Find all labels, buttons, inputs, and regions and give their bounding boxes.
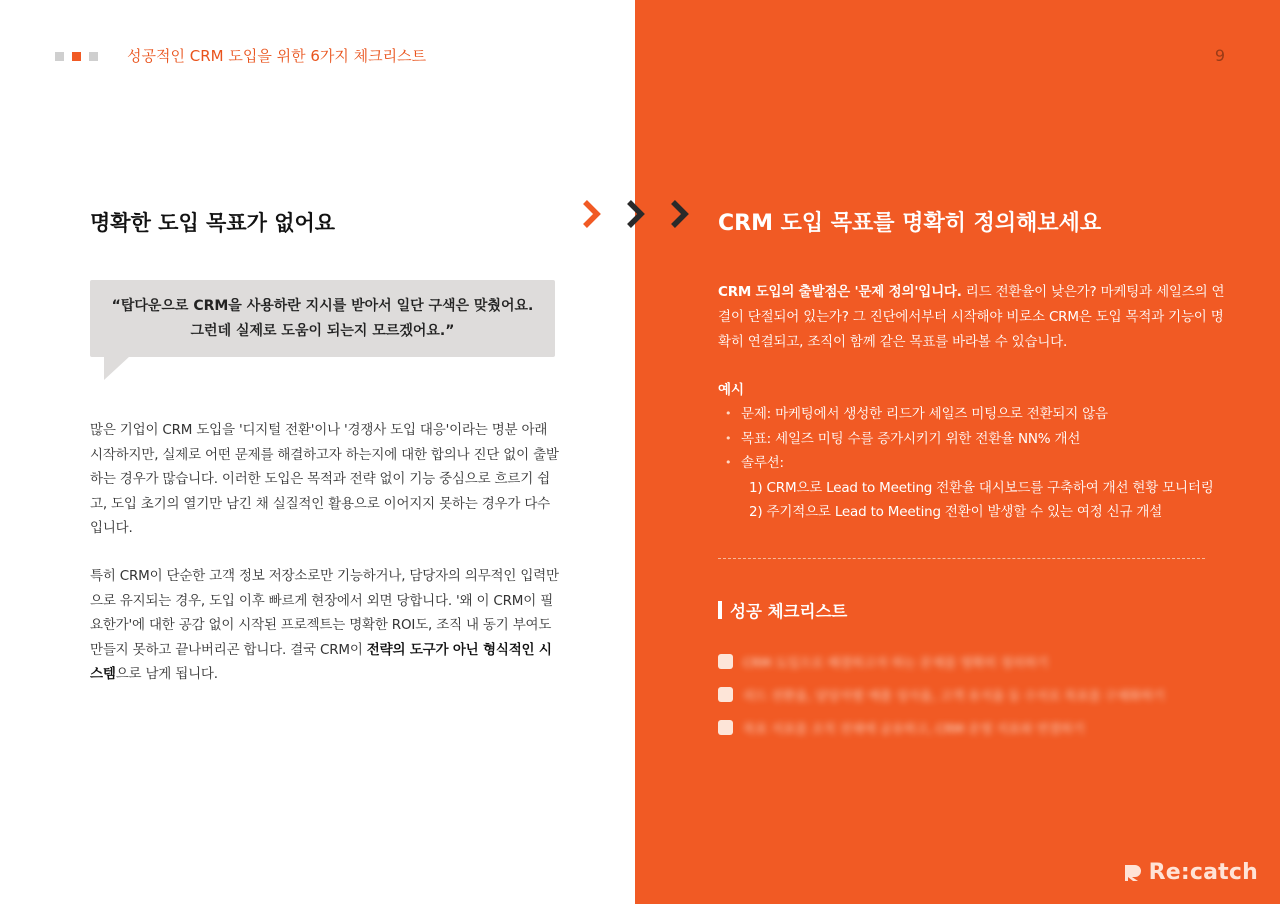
checkbox[interactable] (718, 720, 733, 735)
left-heading: 명확한 도입 목표가 없어요 (90, 211, 336, 235)
chevron-right-icon (585, 202, 597, 226)
quote-bubble (90, 280, 555, 357)
checklist-title (718, 598, 847, 622)
example-text: 문제: 마케팅에서 생성한 리드가 세일즈 미팅으로 전환되지 않음 (741, 406, 1108, 422)
checklist (718, 645, 1165, 744)
chevron-arrows (578, 198, 693, 232)
bullet-icon: • (725, 456, 732, 469)
quote-line-1: “탑다운으로 CRM을 사용하란 지시를 받아서 일단 구색은 맞췄어요. (111, 297, 534, 314)
body-paragraph-1: 많은 기업이 CRM 도입을 '디지털 전환'이나 '경쟁사 도입 대응'이라는 명분 아래 시작하지만, 실제로 어떤 문제를 해결하고자 하는지에 대한 합의나 진단 없이 출발하는 경우가 많습니다. 이러한 도입은 목적과 전략 없이 기능 중심으로 흐르기 쉽고, 도입 초기의 열기만 남긴 채 실질적인 활용으로 이어지지 못하는 경우가 다수입니다. (90, 422, 559, 536)
chevron-right-icon (629, 202, 641, 226)
checklist-item-text: 목표 지표를 조직 전체에 공유하고, CRM 운영 지표와 연결하기 (743, 720, 1085, 736)
bullet-icon: • (725, 431, 732, 445)
body-paragraph-2 (90, 564, 560, 687)
dot-active (72, 52, 81, 61)
checklist-item (718, 678, 1165, 711)
page-number: 9 (1214, 46, 1225, 65)
quote-bubble-tail (104, 356, 130, 380)
para2-text: 특히 CRM이 단순한 고객 정보 저장소로만 기능하거나, 담당자의 의무적인 입력만으로 유지되는 경우, 도입 이후 빠르게 현장에서 외면 당합니다. '왜 이 CRM이 필요한가'에 대한 공감 없이 시작된 프로젝트는 명확한 ROI도, 조직 내 동기 부여도 만들지 못하고 끝나버리곤 합니다. 결국 CRM이 (90, 568, 559, 658)
dot (89, 52, 98, 61)
example-label: 예시 (718, 382, 745, 398)
example-text: 솔루션: (741, 455, 784, 471)
para2-end: 으로 남게 됩니다. (115, 666, 218, 682)
checklist-item-text: 리드 전환율, 담당자별 매출 성사율, 고객 유지율 등 수치로 목표를 구체화하기 (743, 687, 1166, 703)
header-dots (55, 52, 98, 61)
checkbox[interactable] (718, 654, 733, 669)
solution-item: 1) CRM으로 Lead to Meeting 전환율 대시보드를 구축하여 개선 현황 모니터링 (749, 479, 1214, 496)
checkbox[interactable] (718, 687, 733, 702)
checklist-item (718, 645, 1165, 678)
checklist-title-text: 성공 체크리스트 (730, 602, 848, 621)
intro-paragraph (718, 280, 1233, 355)
dot (55, 52, 64, 61)
header-title: 성공적인 CRM 도입을 위한 6가지 체크리스트 (127, 47, 427, 65)
example-item (725, 402, 1245, 427)
divider (718, 558, 1205, 559)
para2-emphasis: 전략의 도구가 아닌 형식적인 시스템 (90, 641, 552, 682)
example-item (725, 427, 1245, 452)
intro-text: 리드 전환율이 낮은가? 마케팅과 세일즈의 연결이 단절되어 있는가? 그 진단에서부터 시작해야 비로소 CRM은 도입 목적과 기능이 명확히 연결되고, 조직이 함께 같은 목표를 바라볼 수 있습니다. (718, 284, 1225, 350)
right-heading: CRM 도입 목표를 명확히 정의해보세요 (718, 211, 1102, 236)
example-item (725, 451, 1245, 525)
example-list (725, 402, 1245, 525)
recatch-logo (1124, 860, 1258, 885)
checklist-item (718, 711, 1165, 744)
solution-list (741, 476, 1245, 525)
bullet-icon: • (725, 407, 732, 420)
solution-item: 2) 주기적으로 Lead to Meeting 전환이 발생할 수 있는 여정 신규 개설 (749, 504, 1163, 520)
intro-emphasis: CRM 도입의 출발점은 '문제 정의'입니다. (718, 284, 962, 300)
recatch-logo-icon (1124, 864, 1142, 882)
quote-line-2: 그런데 실제로 도움이 되는지 모르겠어요.” (190, 322, 455, 339)
left-panel (0, 0, 635, 904)
logo-text: Re:catch (1148, 860, 1258, 885)
title-bar (718, 601, 722, 619)
checklist-item-text: CRM 도입으로 해결하고자 하는 문제를 명확히 정의하기 (743, 654, 1049, 670)
chevron-right-icon (673, 202, 685, 226)
example-text: 목표: 세일즈 미팅 수를 증가시키기 위한 전환율 NN% 개선 (741, 430, 1081, 447)
